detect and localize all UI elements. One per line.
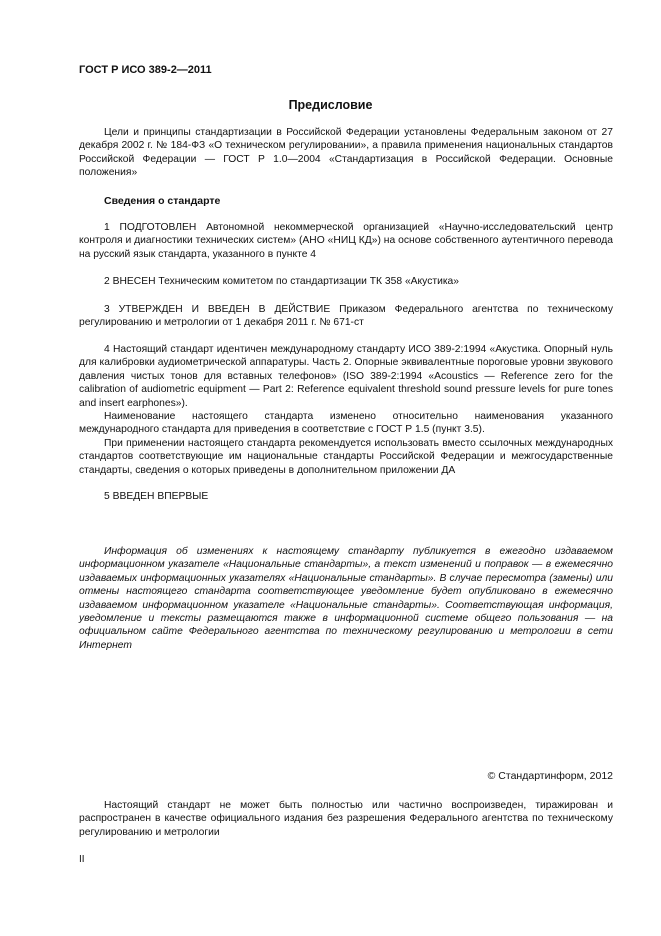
item-3-approved: 3 УТВЕРЖДЕН И ВВЕДЕН В ДЕЙСТВИЕ Приказом Федерального агентства по техническому регулированию и метрологии от 1 декабря 2011 г. № 671-ст: [79, 304, 613, 329]
amendments-info: Информация об изменениях к настоящему стандарту публикуется в ежегодно издаваемом информационном указателе «Национальные стандарты», а текст изменений и поправок — в ежемесячно издаваемых информационных указателях «Национальные стандарты». В случае пересмотра (замены) или отмены настоящего стандарта соответствующее уведомление будет опубликовано в ежемесячно издаваемом информационном указателе «Национальные стандарты». Соответствующая информация, уведомление и тексты размещаются также в информационной системе общего пользования — на официальном сайте Федерального агентства по техническому регулированию и метрологии в сети Интернет: [79, 546, 613, 651]
item-2-submitted: 2 ВНЕСЕН Техническим комитетом по стандартизации ТК 358 «Акустика»: [104, 276, 460, 287]
item-1-prepared: 1 ПОДГОТОВЛЕН Автономной некоммерческой организацией «Научно-исследовательский центр контроля и диагностики технических систем» (АНО «НИЦ КД») на основе собственного аутентичного перевода на русский язык стандарта, указанного в пункте 4: [79, 222, 613, 260]
copyright: © Стандартинформ, 2012: [487, 770, 613, 782]
page-number: II: [79, 854, 85, 865]
reproduction-notice: Настоящий стандарт не может быть полностью или частично воспроизведен, тиражирован и распространен в качестве официального издания без разрешения Федерального агентства по техническому регулированию и метрологии: [79, 800, 613, 838]
item-4-note-references: При применении настоящего стандарта рекомендуется использовать вместо ссылочных международных стандартов соответствующие им национальные стандарты Российской Федерации и межгосударственные стандарты, сведения о которых приведены в дополнительном приложении ДА: [79, 438, 613, 476]
intro-paragraph: Цели и принципы стандартизации в Российской Федерации установлены Федеральным законом от 27 декабря 2002 г. № 184-ФЗ «О техническом регулировании», а правила применения национальных стандартов Российской Федерации — ГОСТ Р 1.0—2004 «Стандартизация в Российской Федерации. Основные положения»: [79, 127, 613, 179]
standard-code: ГОСТ Р ИСО 389-2—2011: [79, 64, 212, 76]
page-title: Предисловие: [288, 98, 373, 112]
info-heading: Сведения о стандарте: [104, 195, 221, 207]
item-5-first-introduced: 5 ВВЕДЕН ВПЕРВЫЕ: [104, 491, 209, 502]
item-4-note-title-change: Наименование настоящего стандарта изменено относительно наименования указанного международного стандарта для приведения в соответствие с ГОСТ Р 1.5 (пункт 3.5).: [79, 411, 613, 436]
item-4-identical: 4 Настоящий стандарт идентичен международному стандарту ИСО 389-2:1994 «Акустика. Опорный нуль для калибровки аудиометрической аппаратуры. Часть 2. Опорные эквивалентные пороговые уровни звукового давления чистых тонов для вставных телефонов» (ISO 389-2:1994 «Acoustics — Reference zero for the calibration of audiometric equipment — Part 2: Reference equivalent threshold sound pressure levels for pure tones and insert earphones»).: [79, 344, 613, 409]
